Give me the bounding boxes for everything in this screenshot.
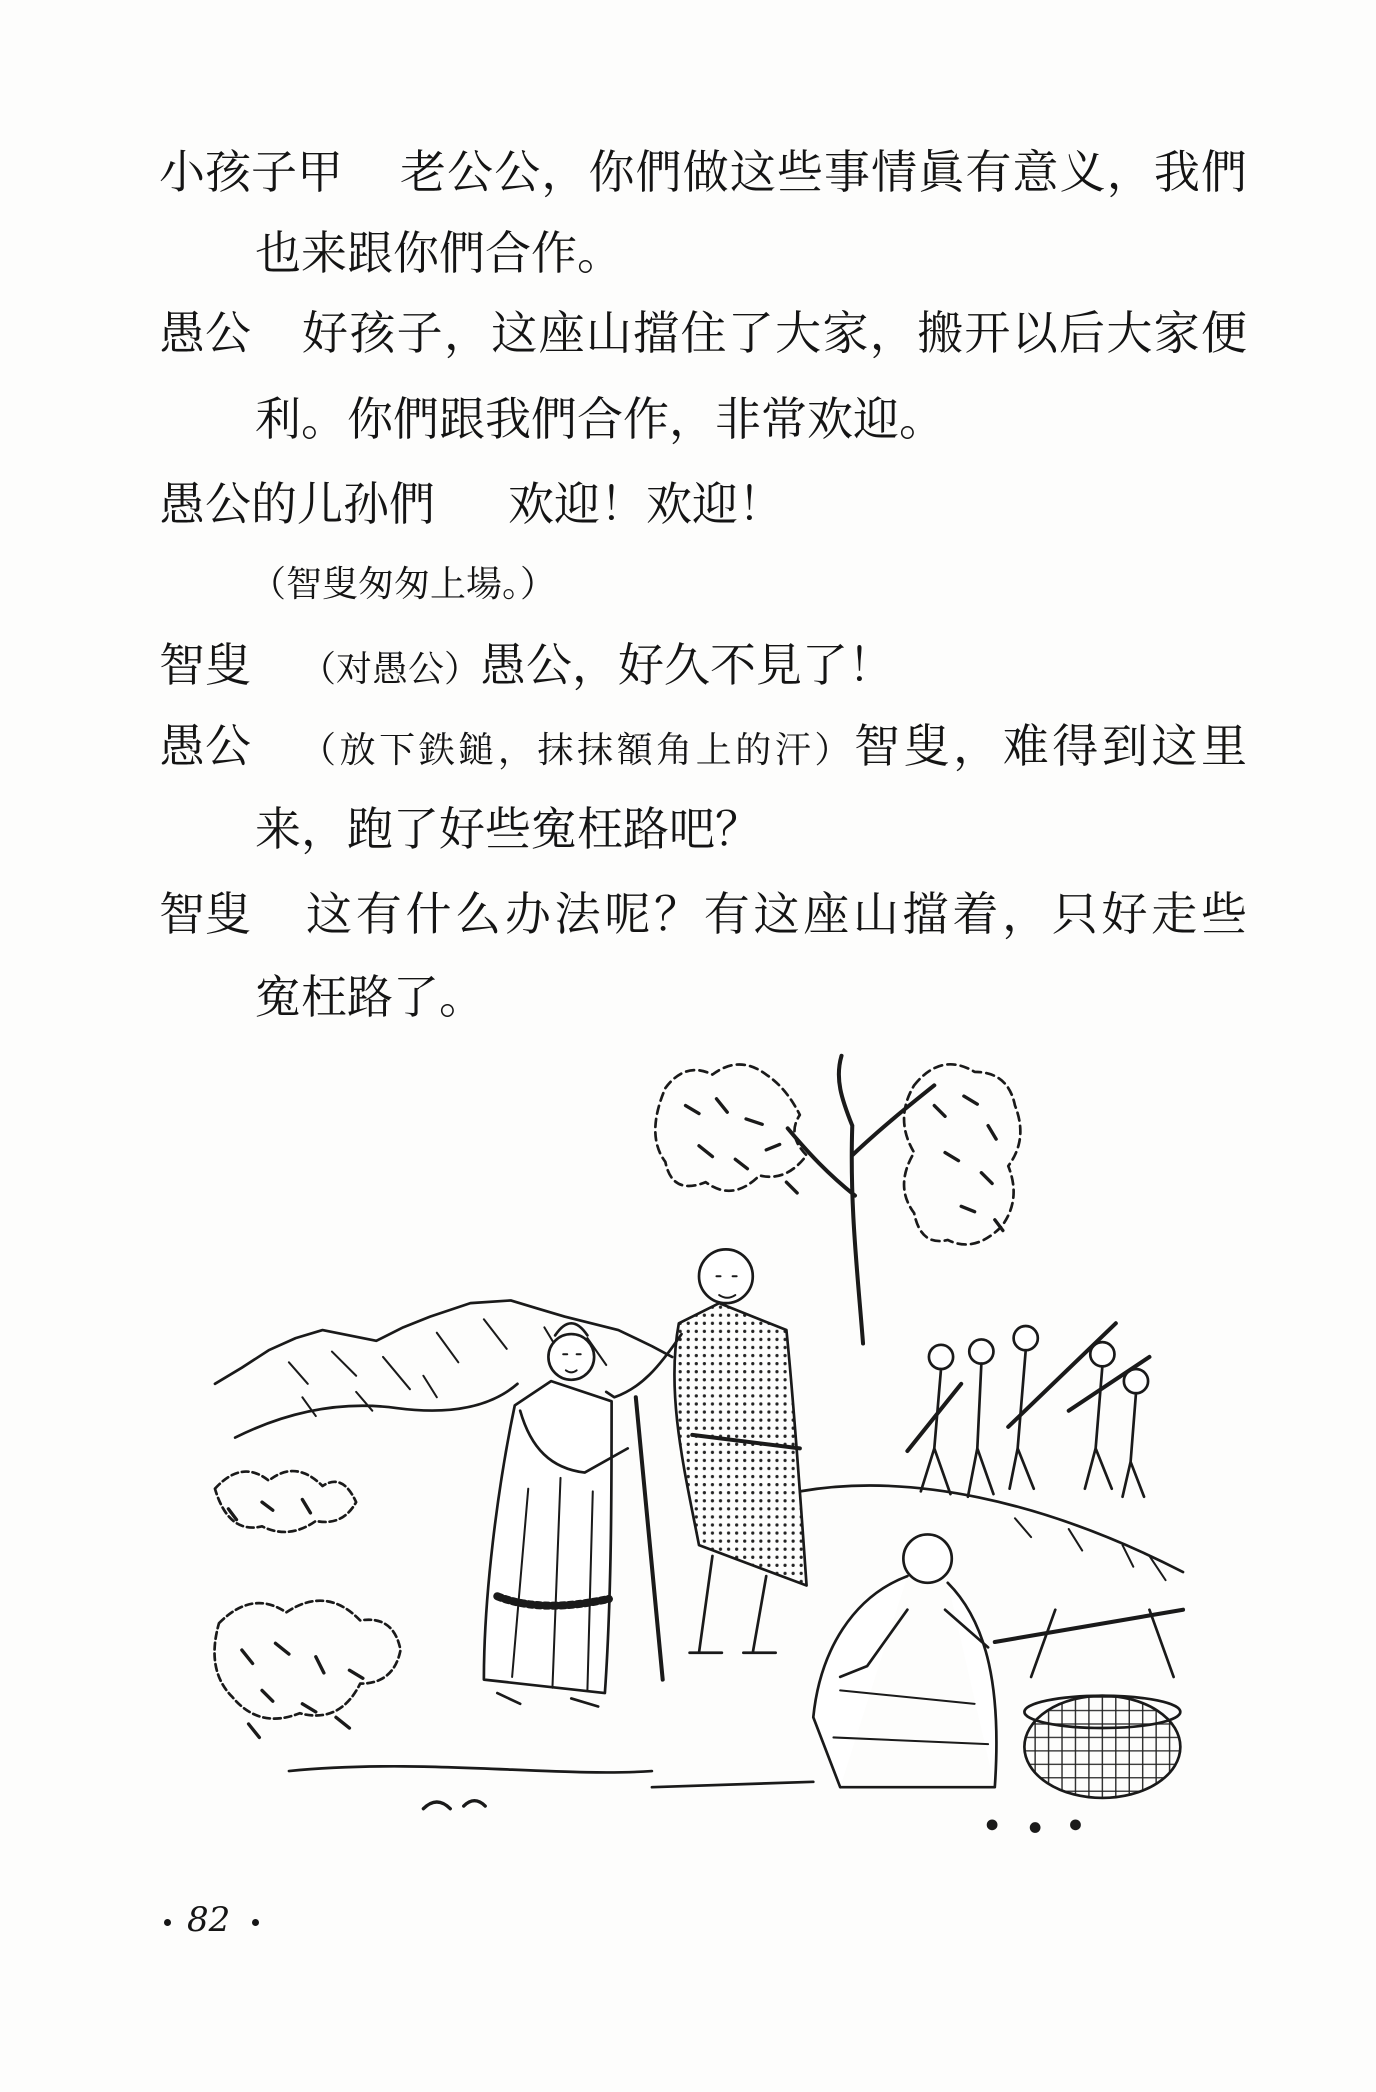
speech-line xyxy=(300,720,1247,772)
bushes xyxy=(215,1471,401,1737)
basket xyxy=(995,1610,1183,1798)
kneeling-worker xyxy=(813,1534,996,1787)
page-number-dot xyxy=(164,1919,171,1926)
speech-line: 欢迎！欢迎！ xyxy=(508,477,784,531)
tree xyxy=(655,1056,1020,1344)
workers-group xyxy=(907,1323,1149,1496)
speech-line-continued: 也来跟你們合作。 xyxy=(255,226,623,280)
speech-line: 这有什么办法呢？有这座山擋着，只好走些 xyxy=(306,887,1247,941)
speech-line xyxy=(300,639,894,691)
speaker-yugong: 愚公 xyxy=(159,306,251,360)
speech-line: 好孩子，这座山擋住了大家，搬开以后大家便 xyxy=(302,306,1247,360)
speaker-zhisou: 智叟 xyxy=(159,638,251,692)
speaker-zhisou: 智叟 xyxy=(159,887,251,941)
inline-stage-direction: （对愚公） xyxy=(300,649,481,690)
inline-stage-direction: （放下鉄鎚，抹抹額角上的汗） xyxy=(300,730,854,771)
stage-direction: （智叟匆匆上場。） xyxy=(250,564,557,605)
speaker-child-a: 小孩子甲 xyxy=(159,145,343,199)
speaker-yugong: 愚公 xyxy=(159,719,251,773)
speaker-descendants: 愚公的儿孙們 xyxy=(159,477,435,531)
hill-slope xyxy=(800,1486,1183,1581)
page-number-value: 82 xyxy=(187,1900,231,1940)
speech-line: 老公公，你們做这些事情眞有意义，我們 xyxy=(400,145,1247,199)
figure-robed-man xyxy=(484,1323,628,1706)
page-number-dot xyxy=(252,1919,259,1926)
illustration xyxy=(208,1045,1190,1845)
ground xyxy=(289,1766,1080,1831)
speech-line-continued: 来，跑了好些寃枉路吧？ xyxy=(255,802,761,856)
figure-bald-old-man xyxy=(606,1249,806,1679)
speech-text: 智叟，难得到这里 xyxy=(854,719,1247,773)
page-number xyxy=(164,1898,259,1942)
speech-text: 愚公，好久不見了！ xyxy=(480,638,895,692)
speech-line-continued: 寃枉路了。 xyxy=(255,970,485,1024)
speech-line-continued: 利。你們跟我們合作，非常欢迎。 xyxy=(255,392,945,446)
